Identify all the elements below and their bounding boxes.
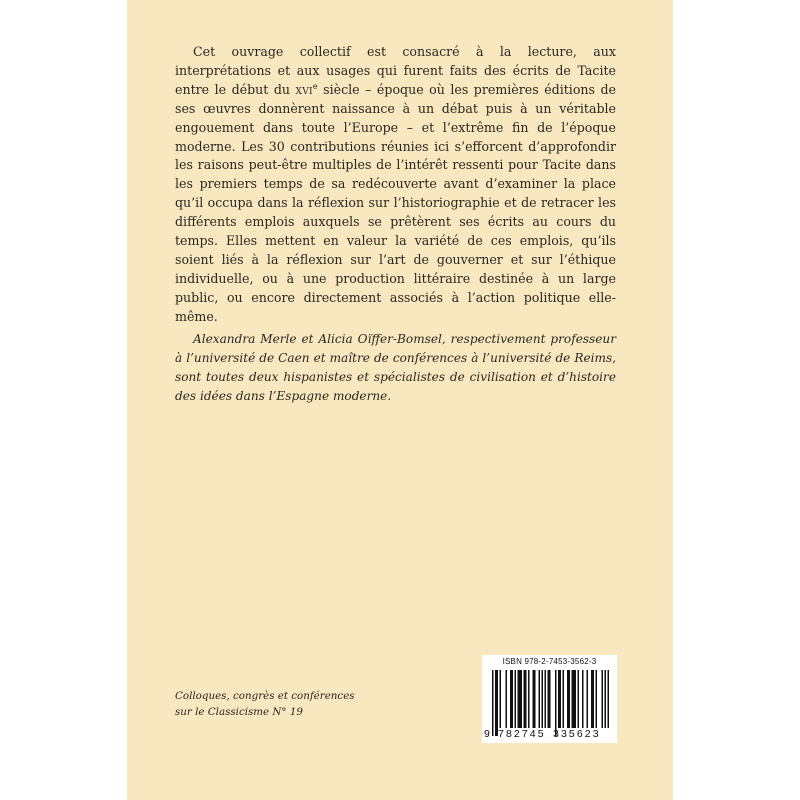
isbn-barcode	[482, 655, 617, 743]
barcode-bar	[539, 670, 541, 728]
barcode-bar	[582, 670, 584, 728]
barcode-bar	[515, 670, 517, 728]
barcode-bar	[608, 670, 610, 728]
barcode-bar	[492, 670, 494, 736]
barcode-bar	[587, 670, 589, 728]
barcode-bar	[506, 670, 508, 728]
barcode-bar	[533, 670, 536, 728]
barcode-bar	[578, 670, 580, 728]
barcode-bar	[510, 670, 513, 728]
barcode-bar	[572, 670, 577, 728]
barcode-digit-first: 9	[484, 728, 490, 740]
summary-text-part1: Cet ouvrage collectif est consacré à la lecture, aux interprétations et aux usages qui furent faits des écrits de Tacite entre le début du	[175, 44, 616, 97]
barcode-bar	[548, 670, 551, 728]
barcode-bar	[545, 670, 547, 728]
barcode-bar	[542, 670, 544, 728]
authors-bio: Alexandra Merle et Alicia Oïffer-Bomsel, respectivement professeur à l’université de Caen et maître de conférences à l’université de Reims, sont toutes deux hispanistes et spécialistes de civilisation et d’histoire des idées dans l’Espagne moderne.	[175, 332, 616, 403]
barcode-bar	[555, 670, 557, 736]
barcode-bar	[602, 670, 604, 728]
book-summary	[175, 43, 616, 327]
isbn-label: ISBN 978-2-7453-3562-3	[502, 657, 597, 666]
barcode-bar	[591, 670, 594, 728]
barcode-bar	[495, 670, 498, 736]
series-line-1: Colloques, congrès et conférences	[175, 690, 355, 702]
barcode-bar	[558, 670, 561, 728]
barcode-bar	[596, 670, 598, 728]
barcode-bar	[528, 670, 530, 728]
barcode-bar	[567, 670, 570, 728]
barcode-bar	[563, 670, 565, 728]
century-numeral: xvi	[295, 81, 313, 97]
barcode-digits-group-2: 335623	[553, 728, 601, 740]
barcode-bar	[524, 670, 527, 728]
century-superscript: e	[312, 81, 318, 91]
series-line-2: sur le Classicisme N° 19	[175, 706, 303, 718]
series-info	[175, 688, 375, 720]
barcode-digits-group-1: 782745	[498, 728, 546, 740]
barcode-bar	[500, 670, 502, 728]
barcode-bars	[492, 670, 609, 736]
summary-text-part2: siècle – époque où les premières éditions de ses œuvres donnèrent naissance à un débat puis à un véritable engouement dans toute l’Europe – et l’extrême fin de l’époque moderne. Les 30 contributions réunies ici s’efforcent d’approfondir les raisons peut-être multiples de l’intérêt ressenti pour Tacite dans les premiers temps de sa redécouverte avant d’examiner la place qu’il occupa dans la réflexion sur l’historiographie et de retracer les différents emplois auxquels se prêtèrent ses écrits au cours du temps. Elles mettent en valeur la variété de ces emplois, qu’ils soient liés à la réflexion sur l’art de gouverner et sur l’éthique individuelle, ou à une production littéraire destinée à un large public, ou encore directement associés à l’action politique elle-même.	[175, 81, 617, 324]
barcode-bar	[518, 670, 523, 728]
barcode-bar	[605, 670, 607, 728]
